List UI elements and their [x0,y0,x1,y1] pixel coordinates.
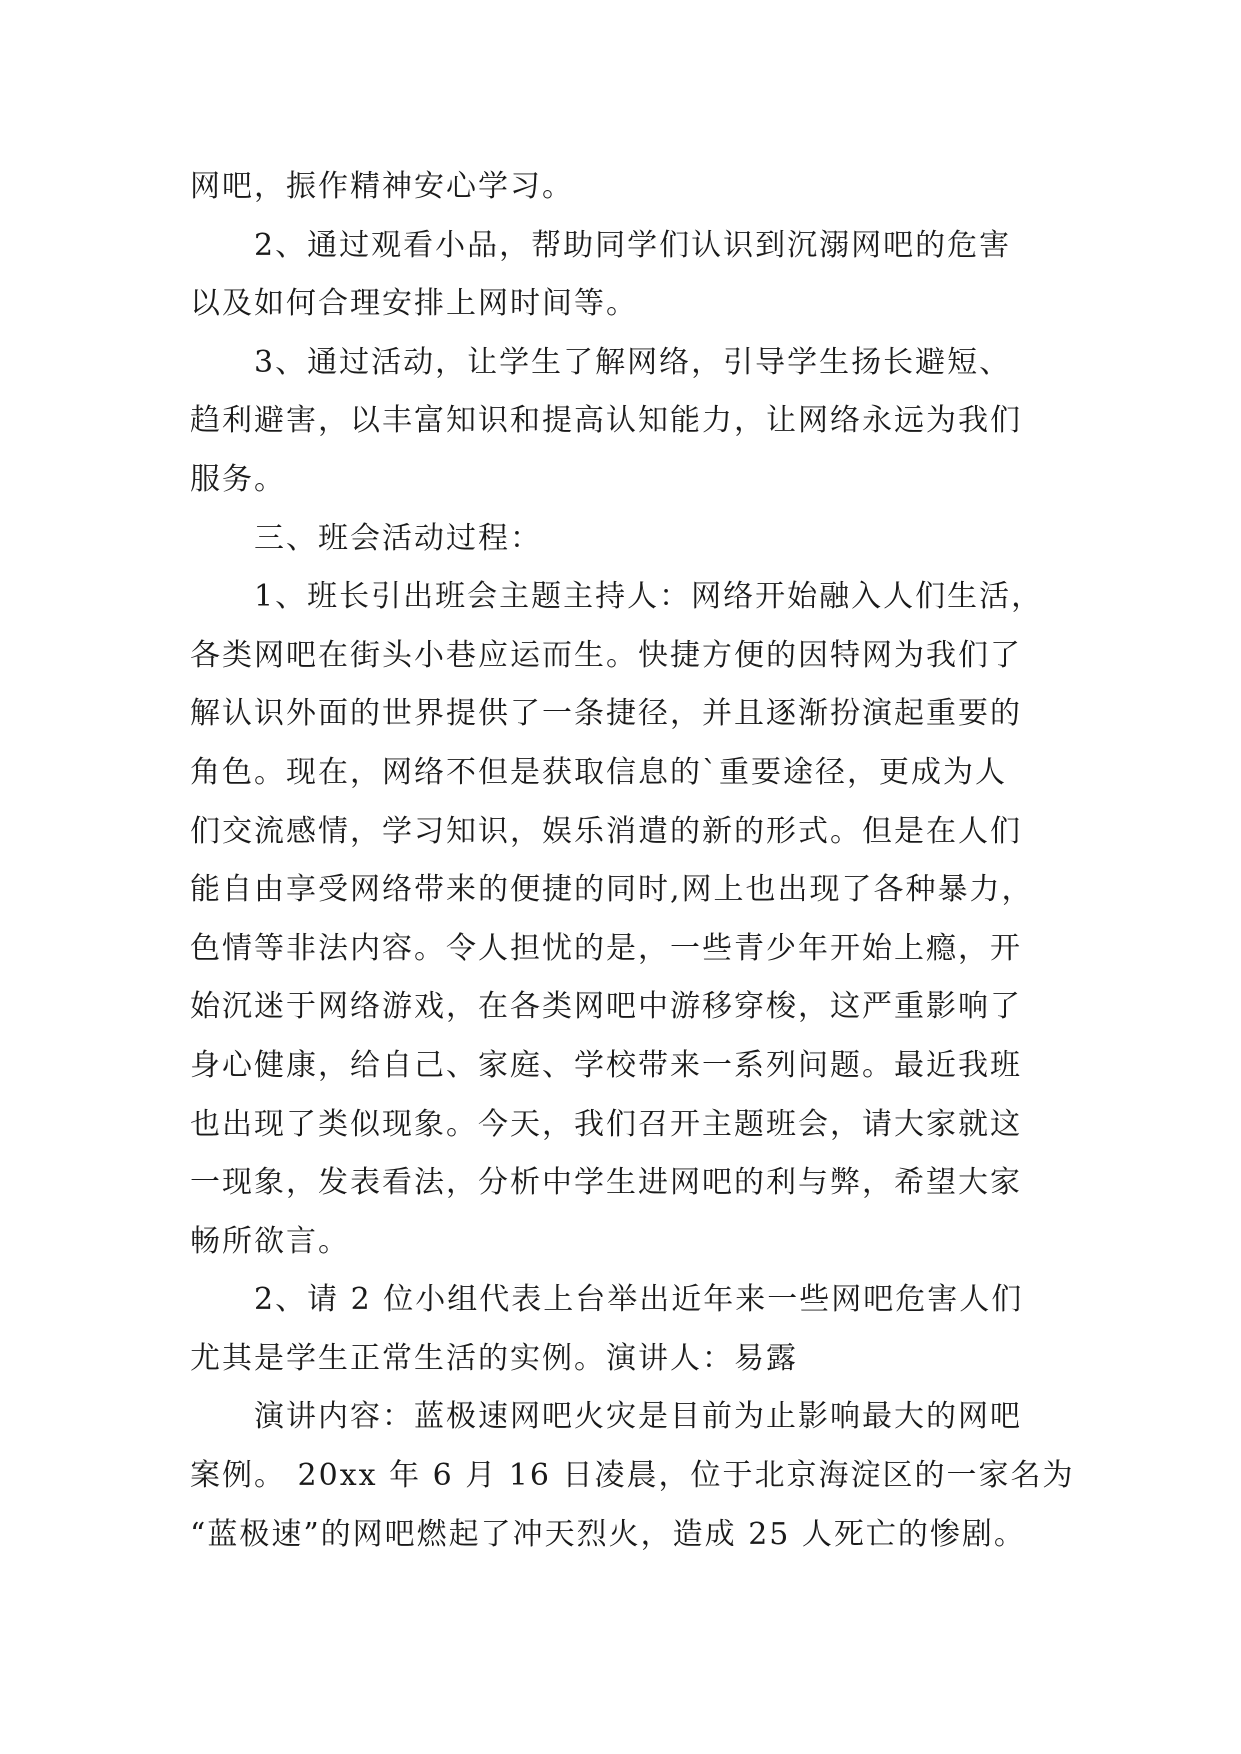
text-line: 解认识外面的世界提供了一条捷径，并且逐渐扮演起重要的 [190,696,1022,732]
section-heading: 三、班会活动过程： [254,520,542,556]
text-line: 2、请 2 位小组代表上台举出近年来一些网吧危害人们 [254,1282,1024,1318]
text-line: 网吧，振作精神安心学习。 [190,169,574,204]
text-line: 趋利避害，以丰富知识和提高认知能力，让网络永远为我们 [190,403,1022,439]
text-line: 一现象，发表看法，分析中学生进网吧的利与弊，希望大家 [190,1165,1022,1201]
text-line: 角色。现在，网络不但是获取信息的`重要途径，更成为人 [190,754,1007,790]
text-line: 色情等非法内容。令人担忧的是，一些青少年开始上瘾，开 [190,930,1022,966]
text-line: 始沉迷于网络游戏，在各类网吧中游移穿梭，这严重影响了 [190,989,1022,1025]
text-line: 3、通过活动，让学生了解网络，引导学生扬长避短、 [254,344,1012,380]
text-line: 1、班长引出班会主题主持人：网络开始融入人们生活， [254,579,1044,615]
text-line: “蓝极速”的网吧燃起了冲天烈火，造成 25 人死亡的惨剧。 [190,1516,1026,1552]
text-line: 各类网吧在街头小巷应运而生。快捷方便的因特网为我们了 [190,637,1022,673]
text-line: 以及如何合理安排上网时间等。 [190,286,638,322]
text-line: 服务。 [190,461,286,497]
text-line: 能自由享受网络带来的便捷的同时,网上也出现了各种暴力， [190,872,1034,908]
text-line: 们交流感情，学习知识，娱乐消遣的新的形式。但是在人们 [190,813,1022,849]
text-line: 案例。 20xx 年 6 月 16 日凌晨，位于北京海淀区的一家名为 [190,1458,1075,1494]
text-line: 尤其是学生正常生活的实例。演讲人：易露 [190,1340,798,1376]
document-body [190,158,1075,1564]
text-line: 身心健康，给自己、家庭、学校带来一系列问题。最近我班 [190,1047,1022,1083]
text-line: 演讲内容：蓝极速网吧火灾是目前为止影响最大的网吧 [254,1399,1022,1435]
text-line: 畅所欲言。 [190,1223,350,1259]
text-line: 也出现了类似现象。今天，我们召开主题班会，请大家就这 [190,1106,1022,1142]
text-line: 2、通过观看小品，帮助同学们认识到沉溺网吧的危害 [254,227,1012,263]
